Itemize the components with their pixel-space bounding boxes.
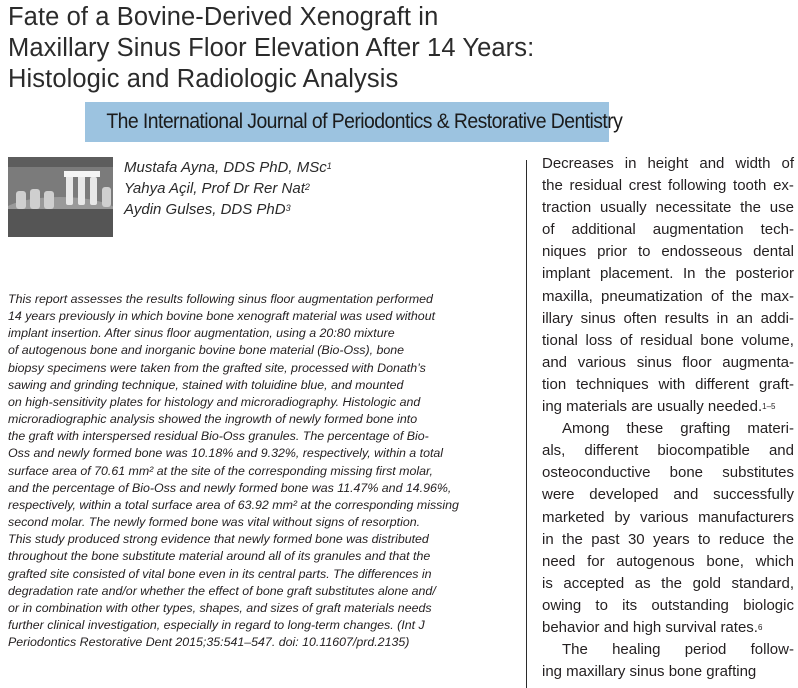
body-line: niques prior to endosseous dental <box>542 243 794 261</box>
article-title <box>8 2 788 95</box>
body-line: implant placement. In the posterior <box>542 265 794 283</box>
abstract-line: further clinical investigation, especially in regard to long-term changes. (Int J <box>8 617 425 632</box>
abstract-line: This report assesses the results following sinus floor augmentation performed <box>8 292 433 306</box>
abstract-line: grafted site consisted of vital bone even in its central parts. The differences in <box>8 566 432 581</box>
body-line: illary sinus often results in an addi- <box>542 309 794 327</box>
abstract-line: sawing and grinding technique, stained with toluidine blue, and mounted <box>8 377 404 392</box>
journal-banner: The International Journal of Periodontics & Restorative Dentistry <box>85 102 609 142</box>
body-line: The healing period follow- <box>562 641 794 659</box>
title-line: Histologic and Radiologic Analysis <box>8 65 399 93</box>
body-line: need for autogenous bone, which <box>542 552 794 570</box>
body-line: Among these grafting materi- <box>562 420 794 438</box>
body-line: als, different biocompatible and <box>542 442 794 460</box>
abstract-line: respectively, within a total surface area of 63.92 mm² at the corresponding missing <box>8 497 459 512</box>
abstract <box>8 291 512 651</box>
author: Aydin Gulses, DDS PhD$^3$ <box>124 201 291 218</box>
abstract-line: microradiographic analysis showed the ingrowth of newly formed bone into <box>8 412 418 427</box>
column-divider <box>526 160 527 688</box>
body-line: owing to its outstanding biologic <box>542 596 794 614</box>
body-line: were developed and successfully <box>542 486 794 504</box>
abstract-line: biopsy specimens were taken from the grafted site, processed with Donath’s <box>8 360 426 375</box>
body-line: tional loss of residual bone volume, <box>542 331 794 349</box>
body-line: is accepted as the gold standard, <box>542 574 794 592</box>
abstract-line: on high-sensitivity plates for histology and microradiography. Histologic and <box>8 394 421 409</box>
author: Yahya Açil, Prof Dr Rer Nat$^2$ <box>124 180 310 197</box>
body-line: marketed by various manufacturers <box>542 508 794 526</box>
abstract-line: Oss and newly formed bone was 10.18% and 9.32%, respectively, within a total <box>8 446 444 461</box>
abstract-line: surface area of 70.61 mm² at the site of the corresponding missing first molar, <box>8 463 433 478</box>
author: Mustafa Ayna, DDS PhD, MSc$^1$ <box>124 159 332 176</box>
body-line: in the past 30 years to reduce the <box>542 530 794 548</box>
dental-radiograph-image <box>8 157 113 237</box>
body-line: maxilla, pneumatization of the max- <box>542 287 794 305</box>
body-line: tion techniques with different graft- <box>542 375 794 393</box>
abstract-line: the graft with interspersed residual Bio-Oss granules. The percentage of Bio- <box>8 429 429 444</box>
abstract-line: or in combination with other types, shapes, and sizes of graft materials needs <box>8 600 432 615</box>
abstract-line: degradation rate and/or whether the effect of bone graft substitutes alone and/ <box>8 583 436 598</box>
body-text-column <box>542 153 794 683</box>
body-line: Decreases in height and width of <box>542 155 794 172</box>
reference-superscript: 6 <box>757 622 763 632</box>
body-line: of additional augmentation tech- <box>542 221 794 239</box>
author-list <box>124 157 332 220</box>
abstract-line: Periodontics Restorative Dent 2015;35:541–547. doi: 10.11607/prd.2135) <box>8 635 410 650</box>
title-line: Maxillary Sinus Floor Elevation After 14 Years: <box>8 34 535 62</box>
title-line: Fate of a Bovine-Derived Xenograft in <box>8 3 439 31</box>
reference-superscript: 1–5 <box>762 402 776 412</box>
abstract-line: throughout the bone substitute material around all of its granules and that the <box>8 549 431 564</box>
abstract-line: This study produced strong evidence that newly formed bone was distributed <box>8 532 429 547</box>
abstract-line: 14 years previously in which bovine bone xenograft material was used without <box>8 309 436 324</box>
abstract-line: and the percentage of Bio-Oss and newly formed bone was 11.47% and 14.96%, <box>8 480 452 495</box>
body-line: ing maxillary sinus bone grafting <box>542 663 757 681</box>
body-line: osteoconductive bone substitutes <box>542 464 794 482</box>
body-line: traction usually necessitate the use <box>542 199 794 217</box>
body-line: and various sinus floor augmenta- <box>542 353 794 371</box>
abstract-line: implant insertion. After sinus floor augmentation, using a 20:80 mixture <box>8 326 395 341</box>
abstract-line: second molar. The newly formed bone was vital without signs of resorption. <box>8 515 421 530</box>
body-line: the residual crest following tooth ex- <box>542 177 794 195</box>
body-line: ing materials are usually needed. 1–5 <box>542 396 794 418</box>
abstract-line: of autogenous bone and inorganic bovine bone material (Bio-Oss), bone <box>8 343 405 358</box>
body-line: behavior and high survival rates. 6 <box>542 617 794 639</box>
